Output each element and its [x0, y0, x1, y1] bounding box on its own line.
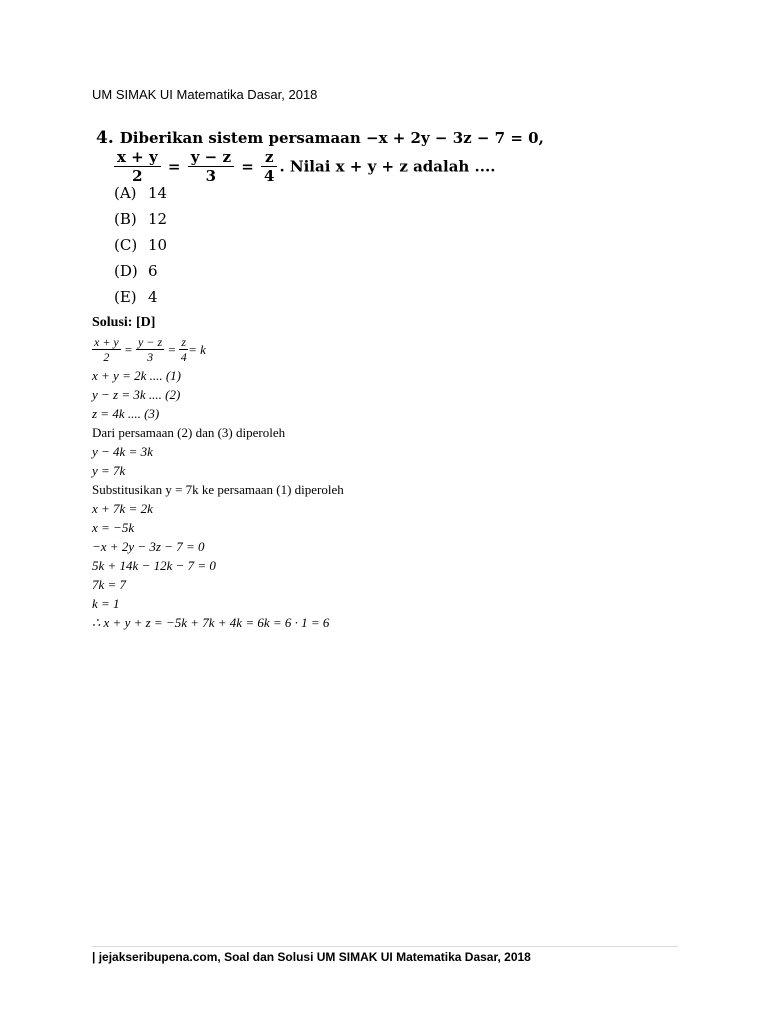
question-prompt: . Nilai x + y + z adalah .... — [279, 157, 496, 176]
question-fraction-1: $\frac{x + y}{2}$ — [114, 148, 161, 185]
question-number: 4. — [96, 128, 114, 148]
question-fraction-2: $\frac{y - z}{3}$ — [188, 148, 234, 185]
solution-line-3: z = 4k .... (3) — [92, 406, 160, 421]
document-header: UM SIMAK UI Matematika Dasar, 2018 — [92, 87, 318, 102]
footer-divider — [92, 946, 678, 947]
solution-fraction-3: $\frac{z}{4}$ — [180, 334, 187, 364]
solution-line-7: Substitusikan y = 7k ke persamaan (1) diperoleh — [92, 482, 344, 497]
option-e: (E) 4 — [114, 288, 158, 306]
solution-line-9: x = −5k — [92, 520, 135, 535]
page-footer: | jejakseribupena.com, Soal dan Solusi UM SIMAK UI Matematika Dasar, 2018 — [92, 950, 531, 964]
option-d: (D) 6 — [114, 262, 158, 280]
solution-fraction-2: $\frac{y - z}{3}$ — [138, 334, 163, 364]
solution-line-4: Dari persamaan (2) dan (3) diperoleh — [92, 425, 286, 440]
question-intro: Diberikan sistem persamaan −x + 2y − 3z − 7 = 0, — [119, 129, 544, 147]
question-fractions-line: $\frac{x + y}{2}$ = $\frac{y - z}{3}$ = $\frac{z}{4}$ . Nilai x + y + z adalah .... — [112, 148, 495, 185]
solution-line-14: ∴ x + y + z = −5k + 7k + 4k = 6k = 6 · 1 = 6 — [92, 615, 330, 630]
solution-title: Solusi: [D] — [92, 315, 156, 330]
solution-line-2: y − z = 3k .... (2) — [92, 387, 181, 402]
solution-block — [92, 313, 592, 632]
solution-fraction-line: $\frac{x + y}{2}$ = $\frac{y - z}{3}$ = $\frac{z}{4}$ = k — [94, 334, 206, 364]
answer-options — [114, 180, 167, 310]
option-c: (C) 10 — [114, 236, 168, 254]
solution-line-8: x + 7k = 2k — [92, 501, 153, 516]
solution-line-12: 7k = 7 — [92, 577, 127, 592]
question-intro-line — [96, 128, 544, 148]
question-fraction-3: $\frac{z}{4}$ — [261, 148, 277, 185]
solution-line-5: y − 4k = 3k — [92, 444, 153, 459]
solution-line-1: x + y = 2k .... (1) — [92, 368, 182, 383]
option-a: (A) 14 — [114, 184, 168, 202]
option-b: (B) 12 — [114, 210, 168, 228]
solution-equals-k: = k — [188, 341, 206, 357]
solution-fraction-1: $\frac{x + y}{2}$ — [94, 334, 119, 364]
solution-line-6: y = 7k — [92, 463, 126, 478]
solution-line-13: k = 1 — [92, 596, 120, 611]
solution-line-11: 5k + 14k − 12k − 7 = 0 — [92, 558, 216, 573]
solution-line-10: −x + 2y − 3z − 7 = 0 — [92, 539, 205, 554]
